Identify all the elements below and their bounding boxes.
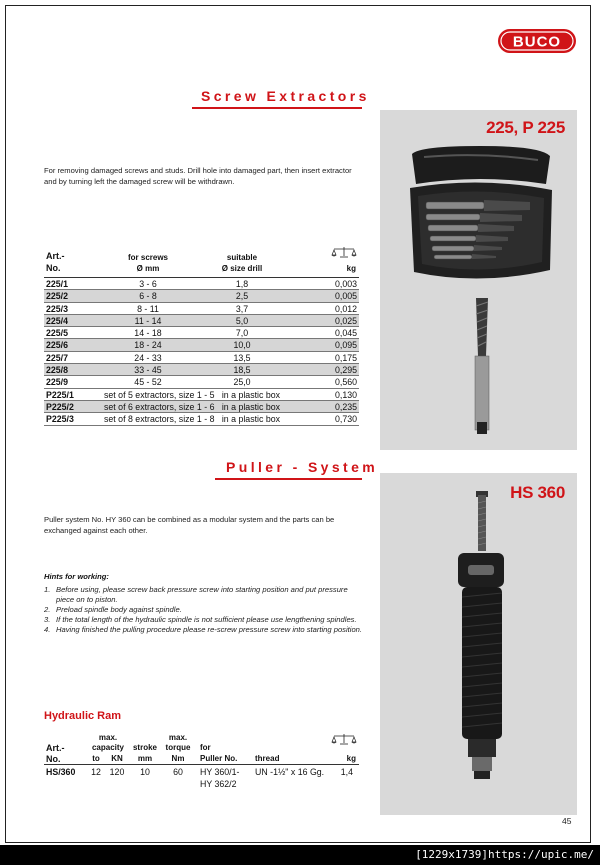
section-rule [192,107,362,109]
cell-screws: 11 - 14 [134,315,162,326]
cell-screws: 33 - 45 [134,365,162,376]
section-rule [215,478,362,480]
cell-art: P225/3 [46,414,74,425]
table-row [44,352,359,364]
cell-screws: 6 - 8 [139,291,157,302]
cell-screws: 18 - 24 [134,340,162,351]
cell-screws: 14 - 18 [134,328,162,339]
product-photo-screw-extractors [380,110,577,450]
cell-art: P225/2 [46,401,74,412]
col-to: to [92,754,100,763]
list-item [44,615,362,625]
hint-number: 4. [44,624,51,634]
col-stroke-mm: mm [137,754,153,763]
cell-art: 225/1 [46,279,69,289]
hint-number: 1. [44,585,51,594]
col-kg: kg [346,754,356,763]
cell-thread: UN -1½" x 16 Gg. [255,767,325,777]
logo-text: BUCO [512,33,562,51]
col-capacity: capacity [91,743,125,752]
table-row [44,327,359,339]
table-row [44,389,359,401]
col-drill: Ø size drill [221,264,263,273]
cell-description: set of 5 extractors, size 1 - 5 in a plastic box [104,389,281,400]
section-title-puller-system: Puller - System [226,459,379,475]
cell-kg: 0,295 [334,365,357,376]
cell-kg: 1,4 [340,767,353,777]
section-title-screw-extractors: Screw Extractors [201,88,370,104]
cell-drill: 10,0 [233,340,251,351]
cell-puller-2: HY 362/2 [200,778,237,789]
cell-drill: 7,0 [235,328,249,339]
cell-kg: 0,045 [334,328,357,339]
col-max2: max. [168,733,188,742]
list-item [44,625,362,635]
col-stroke: stroke [132,743,157,752]
table-row [44,376,359,388]
table-row [44,290,359,302]
hint-number: 2. [44,604,51,614]
col-torque: torque [165,743,191,752]
cell-screws: 8 - 11 [137,303,159,314]
cell-art: 225/7 [46,352,69,363]
col-for: for [200,743,211,752]
cell-drill: 1,8 [235,279,249,289]
scale-icon [331,733,357,747]
list-item [44,605,362,615]
cell-to: 12 [91,767,101,777]
scale-icon [331,246,357,260]
hint-number: 3. [44,614,51,624]
list-item [44,585,362,604]
table-body [44,278,359,426]
hint-text: Before using, please screw back pressure screw into starting position and put pressure piece on to piston. [56,585,348,604]
cell-kg: 0,730 [334,414,357,425]
page-number: 45 [562,816,572,826]
hydraulic-ram-table [44,730,359,789]
cell-art: 225/8 [46,365,69,376]
hydraulic-ram-title: Hydraulic Ram [44,710,122,722]
col-art: Art.- [46,251,65,261]
hints-title: Hints for working: [44,572,109,581]
col-for-screws: for screws [127,253,169,262]
col-suitable: suitable [226,253,258,262]
hint-text: Preload spindle body against spindle. [56,604,182,614]
cell-description: set of 6 extractors, size 1 - 6 in a plastic box [104,401,281,412]
cell-art: 225/3 [46,303,69,314]
cell-screws: 24 - 33 [134,352,162,363]
col-max: max. [98,733,118,742]
col-no: No. [46,754,61,764]
table-row [44,278,359,290]
product-code-label: 225, P 225 [486,118,565,137]
col-kn: KN [111,754,123,763]
product-photo-hs360 [380,473,577,815]
table-row [44,413,359,425]
footer-text: [1229x1739]https://upic.me/ [415,848,594,861]
buco-logo [497,28,577,54]
cell-kg: 0,560 [334,377,357,388]
col-puller-no: Puller No. [200,754,238,763]
cell-stroke: 10 [140,767,150,777]
cell-screws: 3 - 6 [139,279,157,289]
table-row [44,339,359,351]
cell-drill: 18,5 [233,365,251,376]
cell-art: 225/5 [46,328,69,339]
cell-art: P225/1 [46,389,74,400]
col-mm: Ø mm [136,264,160,273]
cell-art: HS/360 [46,767,76,777]
cell-drill: 13,5 [233,352,251,363]
table-row [44,765,359,789]
cell-description: set of 8 extractors, size 1 - 8 in a plastic box [104,414,281,425]
table-row [44,303,359,315]
footer-bar [0,845,600,865]
table-row [44,364,359,376]
cell-nm: 60 [173,767,183,777]
cell-screws: 45 - 52 [134,377,162,388]
cell-kg: 0,005 [334,291,357,302]
cell-kg: 0,003 [334,279,357,289]
cell-kg: 0,012 [334,303,357,314]
puller-system-description: Puller system No. HY 360 can be combined as a modular system and the parts can be exchanged against each other. [44,515,335,535]
hint-text: Having finished the pulling procedure please re-screw pressure screw into starting position. [56,624,363,634]
hydraulic-ram-illustration [380,473,577,815]
cell-kg: 0,235 [334,401,357,412]
cell-kg: 0,175 [334,352,357,363]
cell-art: 225/2 [46,291,69,302]
product-code-label: HS 360 [510,483,565,502]
cell-drill: 2,5 [235,291,249,302]
col-kg: kg [346,264,356,273]
cell-kg: 0,095 [334,340,357,351]
cell-art: 225/6 [46,340,69,351]
table-header [44,246,359,278]
hints-list [44,585,362,635]
cell-drill: 3,7 [235,303,249,314]
table-header [44,730,359,765]
cell-drill: 25,0 [233,377,251,388]
cell-art: 225/4 [46,315,69,326]
cell-kg: 0,130 [334,389,357,400]
col-no: No. [46,263,61,273]
cell-kn: 120 [109,767,125,777]
cell-kg: 0,025 [334,315,357,326]
extractor-case-illustration [380,110,577,450]
cell-puller-1: HY 360/1- [200,767,240,777]
cell-drill: 5,0 [235,315,249,326]
hint-text: If the total length of the hydraulic spindle is not sufficient please use lengthening spindles. [56,614,357,624]
table-row [44,401,359,413]
col-nm: Nm [171,754,185,763]
screw-extractors-description: For removing damaged screws and studs. Drill hole into damaged part, then insert extractor and by turning left the damaged screw will be withdrawn. [44,166,352,186]
col-art: Art.- [46,743,65,753]
cell-art: 225/9 [46,377,69,388]
screw-extractors-table [44,246,359,426]
col-thread: thread [255,754,280,763]
table-row [44,315,359,327]
